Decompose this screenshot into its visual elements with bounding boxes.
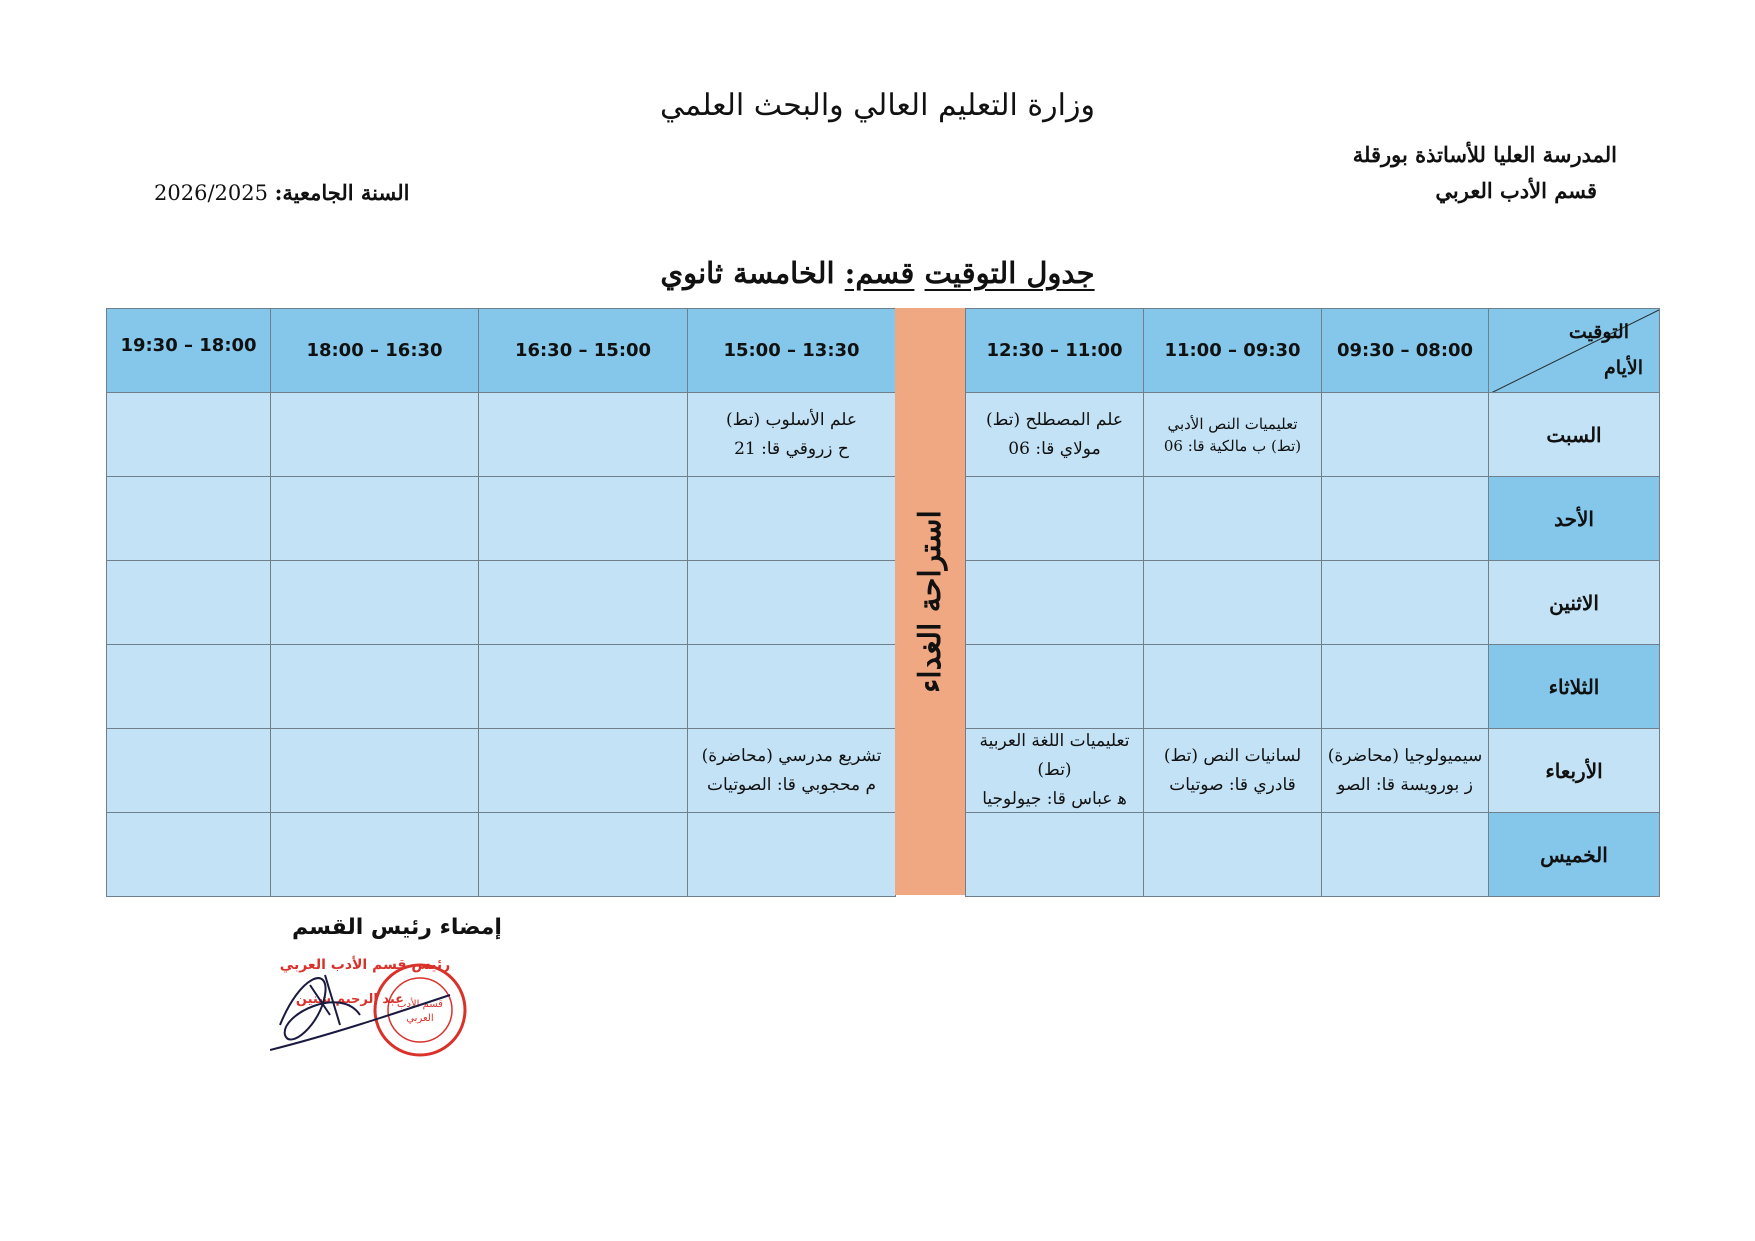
- schedule-cell: [1321, 392, 1489, 477]
- schedule-cell: [687, 644, 896, 729]
- title-section-label: قسم:: [844, 256, 915, 290]
- day-label-monday: الاثنين: [1488, 560, 1660, 645]
- course-name: تعليميات اللغة العربية (تط): [979, 731, 1130, 780]
- schedule-cell: [965, 644, 1144, 729]
- schedule-cell: [106, 728, 271, 813]
- time-slot-header: 11:00 – 09:30: [1143, 308, 1322, 393]
- day-label-wednesday: الأربعاء: [1488, 728, 1660, 813]
- svg-text:رئيس قسم الأدب العربي: رئيس قسم الأدب العربي: [279, 957, 451, 973]
- time-slot-header: 19:30 – 18:00: [106, 308, 271, 393]
- schedule-cell: [1143, 812, 1322, 897]
- lunch-break-column: [895, 308, 965, 895]
- svg-text:العربي: العربي: [406, 1013, 434, 1024]
- schedule-cell: [106, 560, 271, 645]
- schedule-cell: [965, 728, 1144, 813]
- schedule-cell: [106, 644, 271, 729]
- corner-time-label: التوقيت: [1568, 321, 1629, 343]
- signature-label: إمضاء رئيس القسم: [292, 915, 502, 940]
- course-details: قادري قا: صوتيات: [1169, 774, 1296, 795]
- schedule-cell: [478, 560, 688, 645]
- schedule-cell: [965, 392, 1144, 477]
- academic-year: [154, 180, 409, 205]
- schedule-cell: [687, 728, 896, 813]
- ministry-title: وزارة التعليم العالي والبحث العلمي: [660, 88, 1095, 123]
- course-details: م محجوبي قا: الصوتيات: [707, 774, 876, 795]
- academic-year-value: 2026/2025: [154, 181, 268, 205]
- schedule-cell: [1143, 560, 1322, 645]
- schedule-cell: [687, 392, 896, 477]
- school-name: المدرسة العليا للأساتذة بورقلة: [1352, 142, 1617, 167]
- official-stamp-signature: [270, 955, 470, 1065]
- department-name: قسم الأدب العربي: [1435, 178, 1597, 203]
- schedule-cell: [478, 812, 688, 897]
- schedule-cell: [478, 644, 688, 729]
- corner-header: [1488, 308, 1660, 393]
- course-details: ز بورويسة قا: الصو: [1337, 774, 1473, 795]
- course-details: (تط) ب مالكية قا: 06: [1163, 436, 1302, 455]
- corner-days-label: الأيام: [1604, 357, 1643, 379]
- schedule-cell: [965, 476, 1144, 561]
- course-name: تشريع مدرسي (محاضرة): [701, 745, 882, 766]
- page-title: [0, 256, 1755, 290]
- schedule-cell: [1143, 476, 1322, 561]
- schedule-cell: [478, 728, 688, 813]
- title-main: جدول التوقيت: [924, 256, 1095, 290]
- course-details: ﻫ عباس قا: جيولوجيا: [982, 789, 1127, 809]
- course-name: سيميولوجيا (محاضرة): [1327, 745, 1483, 766]
- schedule-cell: [270, 644, 479, 729]
- time-slot-header: 16:30 – 15:00: [478, 308, 688, 393]
- schedule-cell: [1143, 392, 1322, 477]
- stamp-icon: [270, 955, 470, 1065]
- course-details: ح زروقي قا: 21: [734, 438, 849, 459]
- schedule-cell: [270, 728, 479, 813]
- schedule-cell: [270, 560, 479, 645]
- schedule-cell: [478, 476, 688, 561]
- schedule-cell: [1321, 476, 1489, 561]
- schedule-cell: [687, 560, 896, 645]
- schedule-cell: [687, 476, 896, 561]
- academic-year-label: السنة الجامعية:: [274, 180, 410, 205]
- day-label-sunday: الأحد: [1488, 476, 1660, 561]
- day-label-tuesday: الثلاثاء: [1488, 644, 1660, 729]
- schedule-cell: [106, 476, 271, 561]
- schedule-cell: [1143, 728, 1322, 813]
- time-slot-header: 12:30 – 11:00: [965, 308, 1144, 393]
- day-label-thursday: الخميس: [1488, 812, 1660, 897]
- schedule-cell: [1143, 644, 1322, 729]
- time-slot-header: 15:00 – 13:30: [687, 308, 896, 393]
- schedule-cell: [478, 392, 688, 477]
- time-slot-header: 09:30 – 08:00: [1321, 308, 1489, 393]
- course-name: لسانيات النص (تط): [1163, 745, 1302, 766]
- schedule-cell: [687, 812, 896, 897]
- schedule-cell: [965, 560, 1144, 645]
- schedule-cell: [270, 392, 479, 477]
- schedule-cell: [270, 812, 479, 897]
- svg-text:عبد الرحيم شنين: عبد الرحيم شنين: [295, 992, 405, 1007]
- title-section-value: الخامسة ثانوي: [660, 256, 835, 290]
- schedule-cell: [106, 392, 271, 477]
- course-name: علم الأسلوب (تط): [725, 409, 858, 430]
- schedule-cell: [1321, 812, 1489, 897]
- timetable: [106, 308, 1660, 895]
- schedule-cell: [1321, 644, 1489, 729]
- schedule-cell: [106, 812, 271, 897]
- lunch-break-label: استراحة الغداء: [912, 510, 948, 693]
- course-details: مولاي قا: 06: [1008, 438, 1101, 459]
- schedule-cell: [270, 476, 479, 561]
- schedule-cell: [965, 812, 1144, 897]
- svg-text:قسم الأدب: قسم الأدب: [397, 999, 443, 1010]
- time-slot-header: 18:00 – 16:30: [270, 308, 479, 393]
- schedule-cell: [1321, 728, 1489, 813]
- course-name: علم المصطلح (تط): [985, 409, 1124, 430]
- day-label-saturday: السبت: [1488, 392, 1660, 477]
- schedule-cell: [1321, 560, 1489, 645]
- course-name: تعليميات النص الأدبي: [1167, 414, 1298, 433]
